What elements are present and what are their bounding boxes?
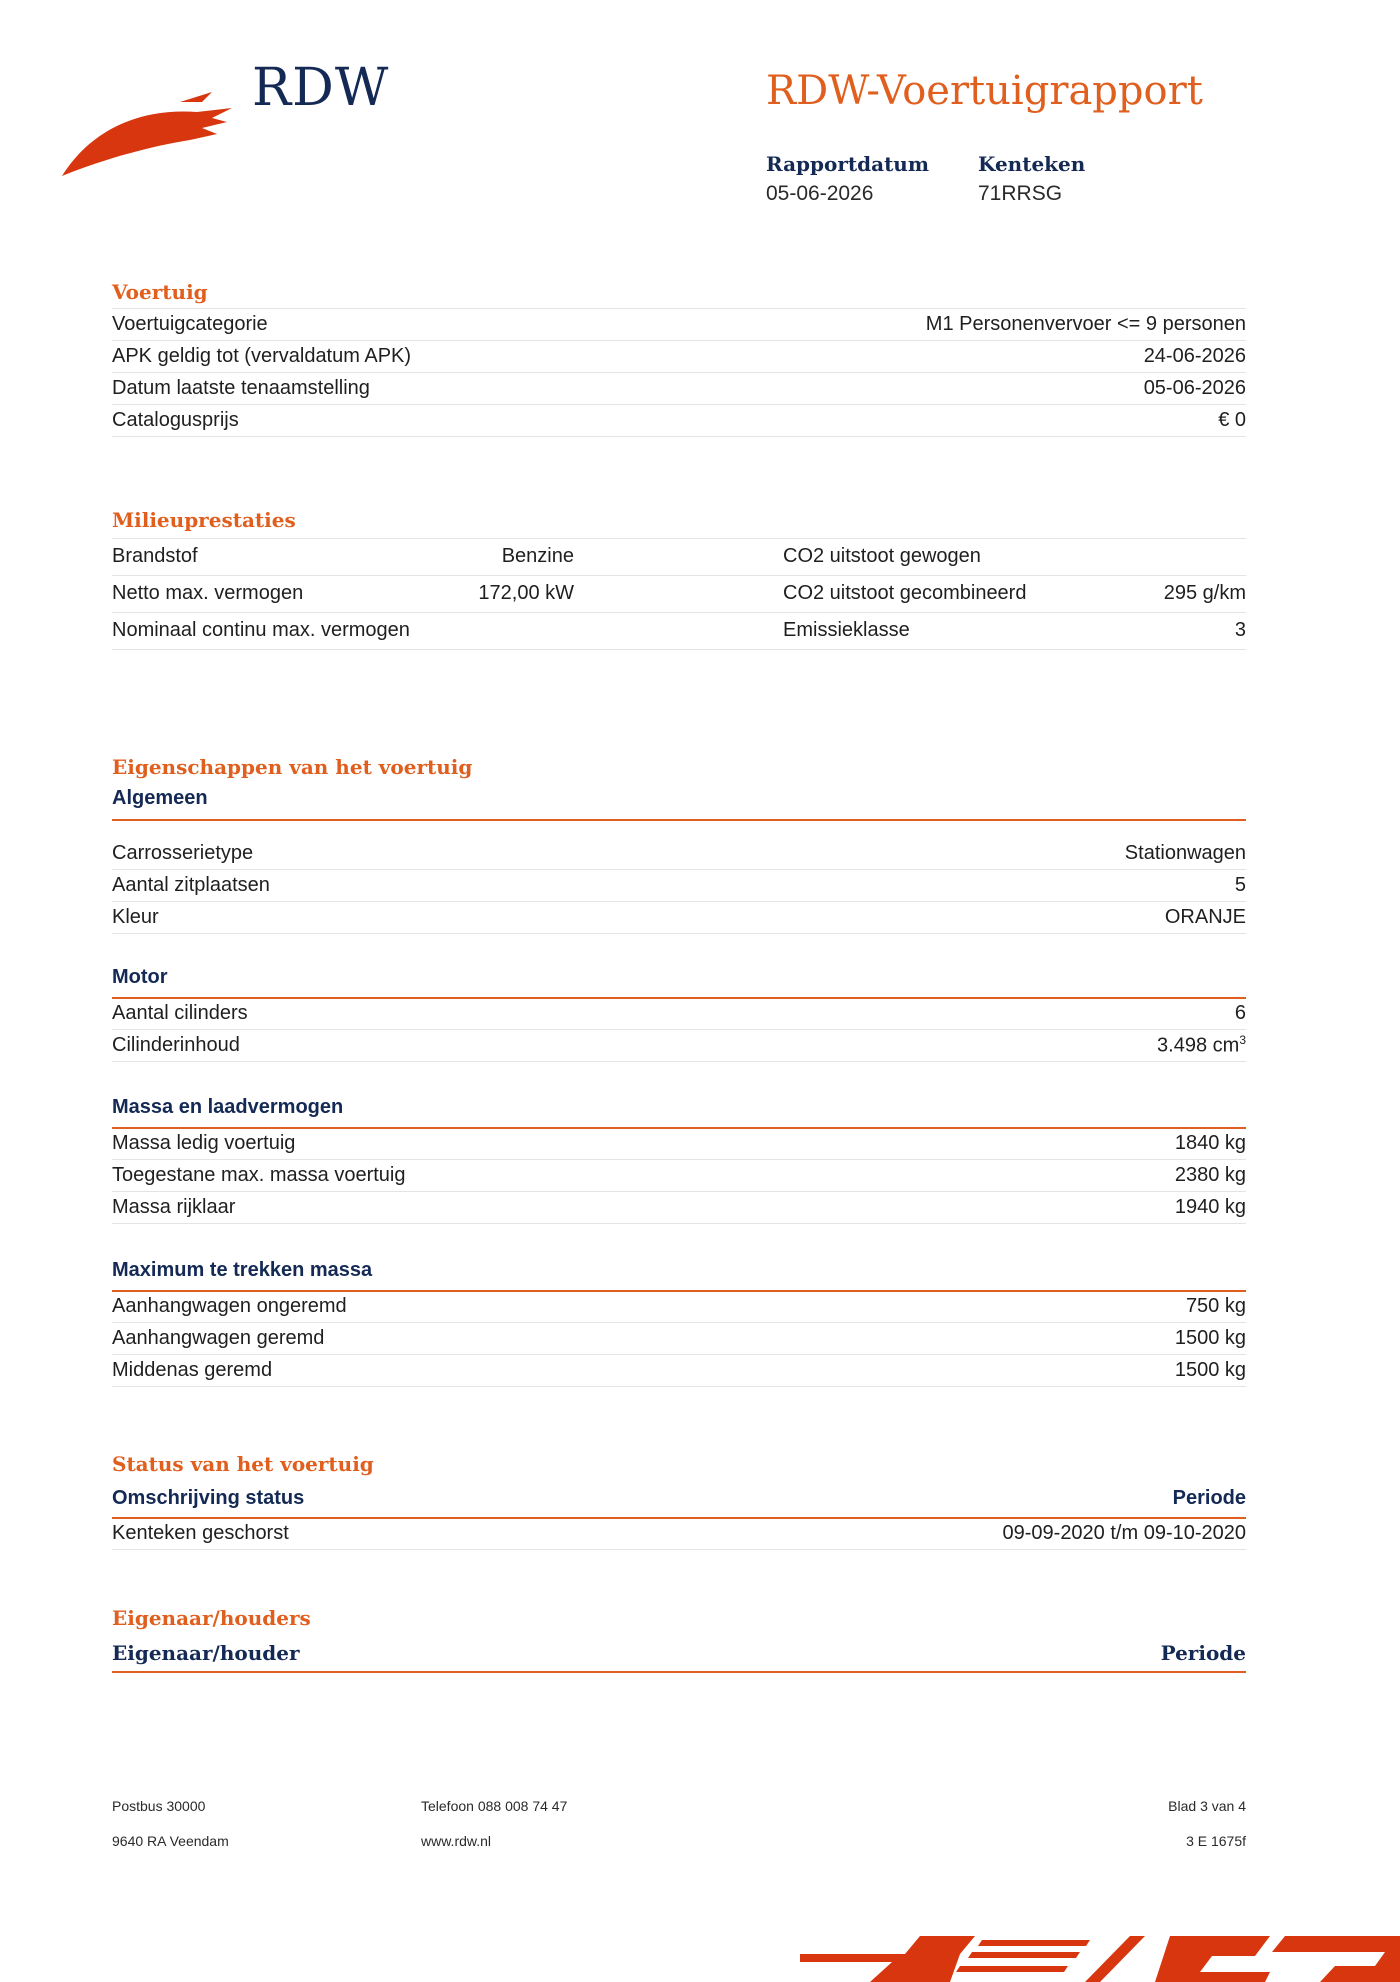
row-label: Cilinderinhoud: [112, 1034, 240, 1056]
report-title: RDW-Voertuigrapport: [766, 68, 1203, 114]
logo-text: RDW: [252, 58, 390, 118]
row-value: ORANJE: [1164, 906, 1246, 928]
row-value-wrap: [1157, 1033, 1246, 1058]
table-row: [112, 405, 1246, 437]
row-label: Middenas geremd: [112, 1359, 273, 1381]
row-label: Toegestane max. massa voertuig: [112, 1164, 406, 1186]
row-value: € 0: [1218, 409, 1246, 431]
superscript: 3: [1239, 1033, 1246, 1048]
section-title-status: Status van het voertuig: [112, 1452, 374, 1476]
table-header: [112, 1641, 1246, 1665]
column-header: Periode: [1160, 1641, 1246, 1665]
row-label: Catalogusprijs: [112, 409, 239, 431]
row-label: Brandstof: [112, 545, 198, 567]
footer-page-number: Blad 3 van 4: [1168, 1798, 1246, 1814]
row-value: 1940 kg: [1174, 1196, 1246, 1218]
row-label: APK geldig tot (vervaldatum APK): [112, 345, 412, 367]
divider: [112, 1671, 1246, 1673]
row-value: 172,00 kW: [478, 582, 574, 604]
rdw-logo-icon: [62, 88, 232, 180]
footer-postbus: Postbus 30000: [112, 1798, 206, 1814]
table-row: [112, 1323, 1246, 1355]
table-row: [112, 1160, 1246, 1192]
table-row: [112, 341, 1246, 373]
table-row: [112, 309, 1246, 341]
row-value: 09-09-2020 t/m 09-10-2020: [1002, 1522, 1246, 1544]
footer-phone: Telefoon 088 008 74 47: [421, 1798, 568, 1814]
row-label: Aantal zitplaatsen: [112, 874, 270, 896]
report-date-label: Rapportdatum: [766, 152, 930, 176]
table-row: [112, 902, 1246, 934]
table-row: [112, 1518, 1246, 1550]
subsection-title-trekken: Maximum te trekken massa: [112, 1259, 373, 1281]
divider: [112, 819, 1246, 821]
plate-label: Kenteken: [978, 152, 1086, 176]
table-row: [112, 576, 1246, 613]
row-label: Kenteken geschorst: [112, 1522, 289, 1544]
row-value: Stationwagen: [1124, 842, 1246, 864]
row-label: CO2 uitstoot gecombineerd: [783, 582, 1027, 604]
table-header: [112, 1487, 1246, 1510]
row-value: 5: [1234, 874, 1246, 896]
row-value: M1 Personenvervoer <= 9 personen: [925, 313, 1246, 335]
subsection-title-massa: Massa en laadvermogen: [112, 1096, 344, 1118]
row-label: Netto max. vermogen: [112, 582, 304, 604]
table-row: [112, 838, 1246, 870]
section-title-eigenaar: Eigenaar/houders: [112, 1606, 311, 1630]
footer-code: 3 E 1675f: [1186, 1833, 1246, 1849]
row-label: Massa rijklaar: [112, 1196, 236, 1218]
column-header: Eigenaar/houder: [112, 1641, 300, 1665]
row-value: 1500 kg: [1174, 1359, 1246, 1381]
row-value: 1840 kg: [1174, 1132, 1246, 1154]
row-label: Nominaal continu max. vermogen: [112, 619, 410, 641]
row-label: Kleur: [112, 906, 159, 928]
row-label: CO2 uitstoot gewogen: [783, 545, 981, 567]
row-value: 24-06-2026: [1143, 345, 1246, 367]
column-header: Periode: [1172, 1487, 1246, 1509]
table-row: [112, 1291, 1246, 1323]
section-title-eigenschappen: Eigenschappen van het voertuig: [112, 755, 473, 779]
plate-value: 71RRSG: [978, 182, 1063, 205]
table-row: [112, 1128, 1246, 1160]
footer-address: 9640 RA Veendam: [112, 1833, 229, 1849]
table-row: [112, 613, 1246, 650]
row-label: Carrosserietype: [112, 842, 254, 864]
table-row: [112, 1192, 1246, 1224]
row-label: Aantal cilinders: [112, 1002, 248, 1024]
report-date: 05-06-2026: [766, 182, 874, 205]
table-row: [112, 539, 1246, 576]
row-value: 1500 kg: [1174, 1327, 1246, 1349]
row-label: Emissieklasse: [783, 619, 910, 641]
section-title-voertuig: Voertuig: [112, 280, 208, 304]
row-value: 05-06-2026: [1143, 377, 1246, 399]
subsection-title-motor: Motor: [112, 966, 168, 988]
row-label: Voertuigcategorie: [112, 313, 268, 335]
footer-website[interactable]: www.rdw.nl: [421, 1833, 492, 1849]
section-title-milieu: Milieuprestaties: [112, 508, 296, 532]
row-value: 6: [1234, 1002, 1246, 1024]
row-value: 3: [1234, 619, 1246, 641]
row-label: Datum laatste tenaamstelling: [112, 377, 370, 399]
table-row: [112, 870, 1246, 902]
row-label: Aanhangwagen ongeremd: [112, 1295, 347, 1317]
row-value: 3.498 cm: [1157, 1034, 1240, 1057]
column-header: Omschrijving status: [112, 1487, 305, 1509]
row-value: Benzine: [501, 545, 574, 567]
table-row: [112, 1030, 1246, 1062]
table-row: [112, 373, 1246, 405]
subsection-title-algemeen: Algemeen: [112, 787, 208, 809]
row-label: Aanhangwagen geremd: [112, 1327, 325, 1349]
decorative-stripes-icon: [800, 1922, 1400, 1982]
row-value: 750 kg: [1185, 1295, 1246, 1317]
table-row: [112, 998, 1246, 1030]
table-row: [112, 1355, 1246, 1387]
row-label: Massa ledig voertuig: [112, 1132, 296, 1154]
row-value: 295 g/km: [1163, 582, 1246, 604]
row-value: 2380 kg: [1174, 1164, 1246, 1186]
